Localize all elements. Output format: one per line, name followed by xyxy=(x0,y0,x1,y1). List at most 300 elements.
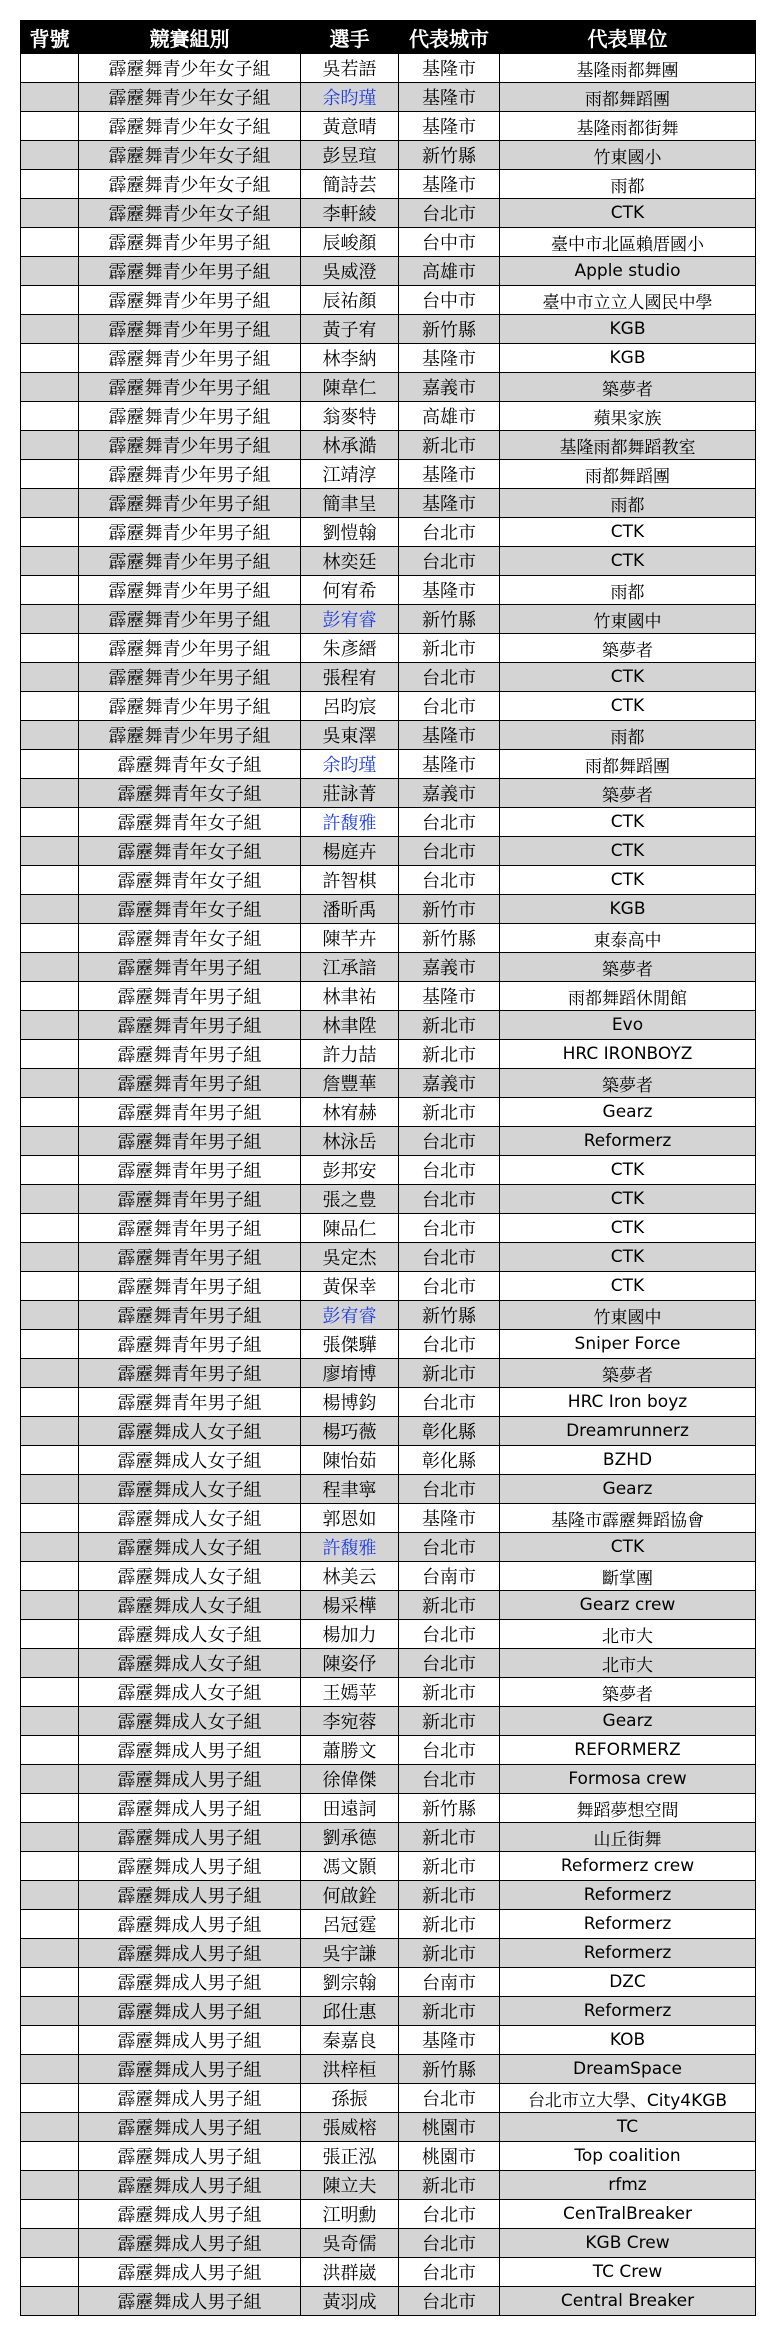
unit-cell: 雨都舞蹈團 xyxy=(500,460,756,489)
number-cell xyxy=(21,199,79,228)
city-cell: 台南市 xyxy=(399,1562,500,1591)
player-cell: 林泳岳 xyxy=(301,1127,399,1156)
unit-cell: HRC Iron boyz xyxy=(500,1388,756,1417)
table-row xyxy=(21,895,756,924)
city-cell: 基隆市 xyxy=(399,170,500,199)
table-row xyxy=(21,1301,756,1330)
table-row xyxy=(21,1127,756,1156)
group-cell: 霹靂舞青少年男子組 xyxy=(79,228,301,257)
player-cell: 黃意晴 xyxy=(301,112,399,141)
player-cell: 許力喆 xyxy=(301,1040,399,1069)
number-cell xyxy=(21,431,79,460)
city-cell: 新竹縣 xyxy=(399,924,500,953)
group-cell: 霹靂舞青年男子組 xyxy=(79,1272,301,1301)
unit-cell: Reformerz crew xyxy=(500,1852,756,1881)
group-cell: 霹靂舞成人女子組 xyxy=(79,1591,301,1620)
city-cell: 台北市 xyxy=(399,1736,500,1765)
group-cell: 霹靂舞青少年男子組 xyxy=(79,634,301,663)
unit-cell: 基隆雨都街舞 xyxy=(500,112,756,141)
number-cell xyxy=(21,2084,79,2113)
unit-cell: CTK xyxy=(500,808,756,837)
city-cell: 新北市 xyxy=(399,1823,500,1852)
number-cell xyxy=(21,1243,79,1272)
unit-cell: 竹東國小 xyxy=(500,141,756,170)
city-cell: 台北市 xyxy=(399,1243,500,1272)
group-cell: 霹靂舞青少年男子組 xyxy=(79,518,301,547)
number-cell xyxy=(21,982,79,1011)
group-cell: 霹靂舞青年男子組 xyxy=(79,1214,301,1243)
player-cell: 朱彥縉 xyxy=(301,634,399,663)
number-cell xyxy=(21,953,79,982)
number-cell xyxy=(21,1852,79,1881)
unit-cell: CTK xyxy=(500,518,756,547)
city-cell: 台北市 xyxy=(399,199,500,228)
group-cell: 霹靂舞青年男子組 xyxy=(79,1127,301,1156)
number-cell xyxy=(21,924,79,953)
table-row xyxy=(21,83,756,112)
number-cell xyxy=(21,1011,79,1040)
number-cell xyxy=(21,2171,79,2200)
number-cell xyxy=(21,2229,79,2258)
group-cell: 霹靂舞青少年男子組 xyxy=(79,431,301,460)
player-cell: 林聿陞 xyxy=(301,1011,399,1040)
table-row xyxy=(21,576,756,605)
unit-cell: 竹東國中 xyxy=(500,1301,756,1330)
unit-cell: REFORMERZ xyxy=(500,1736,756,1765)
group-cell: 霹靂舞成人男子組 xyxy=(79,2084,301,2113)
group-cell: 霹靂舞青年男子組 xyxy=(79,1185,301,1214)
group-cell: 霹靂舞成人女子組 xyxy=(79,1678,301,1707)
player-cell: 彭邦安 xyxy=(301,1156,399,1185)
group-cell: 霹靂舞成人女子組 xyxy=(79,1504,301,1533)
unit-cell: Top coalition xyxy=(500,2142,756,2171)
group-cell: 霹靂舞成人女子組 xyxy=(79,1533,301,1562)
group-cell: 霹靂舞青少年男子組 xyxy=(79,286,301,315)
table-row xyxy=(21,1098,756,1127)
table-row xyxy=(21,750,756,779)
player-cell: 余昀瑾 xyxy=(301,750,399,779)
table-row xyxy=(21,1939,756,1968)
player-cell: 辰祐顏 xyxy=(301,286,399,315)
number-cell xyxy=(21,1446,79,1475)
number-cell xyxy=(21,112,79,141)
player-cell: 林聿祐 xyxy=(301,982,399,1011)
unit-cell: Reformerz xyxy=(500,1939,756,1968)
player-cell: 吳威澄 xyxy=(301,257,399,286)
unit-cell: 基隆市霹靂舞蹈協會 xyxy=(500,1504,756,1533)
group-cell: 霹靂舞成人男子組 xyxy=(79,1765,301,1794)
group-cell: 霹靂舞成人男子組 xyxy=(79,2142,301,2171)
number-cell xyxy=(21,1156,79,1185)
table-row xyxy=(21,1591,756,1620)
group-cell: 霹靂舞青少年男子組 xyxy=(79,692,301,721)
group-cell: 霹靂舞青少年男子組 xyxy=(79,576,301,605)
header-row xyxy=(21,21,756,54)
number-cell xyxy=(21,1330,79,1359)
group-cell: 霹靂舞成人男子組 xyxy=(79,2171,301,2200)
city-cell: 台北市 xyxy=(399,1620,500,1649)
number-cell xyxy=(21,2258,79,2287)
player-cell: 陳怡茹 xyxy=(301,1446,399,1475)
city-cell: 新竹縣 xyxy=(399,605,500,634)
player-cell: 劉承德 xyxy=(301,1823,399,1852)
unit-cell: 斷掌團 xyxy=(500,1562,756,1591)
unit-cell: Gearz xyxy=(500,1098,756,1127)
city-cell: 台北市 xyxy=(399,2258,500,2287)
group-cell: 霹靂舞成人女子組 xyxy=(79,1562,301,1591)
player-cell: 詹豐華 xyxy=(301,1069,399,1098)
table-row xyxy=(21,2258,756,2287)
player-cell: 吳若語 xyxy=(301,54,399,83)
group-cell: 霹靂舞成人男子組 xyxy=(79,1881,301,1910)
player-cell: 余昀瑾 xyxy=(301,83,399,112)
table-row xyxy=(21,2084,756,2113)
group-cell: 霹靂舞青年男子組 xyxy=(79,1098,301,1127)
table-row xyxy=(21,2229,756,2258)
table-row xyxy=(21,2142,756,2171)
city-cell: 台北市 xyxy=(399,518,500,547)
group-cell: 霹靂舞青少年男子組 xyxy=(79,402,301,431)
table-row xyxy=(21,228,756,257)
city-cell: 台北市 xyxy=(399,2200,500,2229)
group-cell: 霹靂舞青年女子組 xyxy=(79,837,301,866)
number-cell xyxy=(21,1533,79,1562)
player-cell: 簡詩芸 xyxy=(301,170,399,199)
group-cell: 霹靂舞成人男子組 xyxy=(79,2200,301,2229)
unit-cell: CTK xyxy=(500,692,756,721)
group-cell: 霹靂舞青年男子組 xyxy=(79,1156,301,1185)
number-cell xyxy=(21,344,79,373)
player-cell: 洪群崴 xyxy=(301,2258,399,2287)
number-cell xyxy=(21,1997,79,2026)
table-row xyxy=(21,1069,756,1098)
table-row xyxy=(21,1649,756,1678)
group-cell: 霹靂舞成人女子組 xyxy=(79,1417,301,1446)
player-cell: 洪梓桓 xyxy=(301,2055,399,2084)
unit-cell: CTK xyxy=(500,1243,756,1272)
number-cell xyxy=(21,692,79,721)
unit-cell: 蘋果家族 xyxy=(500,402,756,431)
table-row xyxy=(21,1040,756,1069)
unit-cell: TC Crew xyxy=(500,2258,756,2287)
group-cell: 霹靂舞青少年女子組 xyxy=(79,141,301,170)
table-row xyxy=(21,1272,756,1301)
city-cell: 基隆市 xyxy=(399,982,500,1011)
unit-cell: Central Breaker xyxy=(500,2287,756,2316)
unit-cell: 舞蹈夢想空間 xyxy=(500,1794,756,1823)
table-row xyxy=(21,1620,756,1649)
table-row xyxy=(21,1968,756,1997)
number-cell xyxy=(21,228,79,257)
number-cell xyxy=(21,1214,79,1243)
player-cell: 林李納 xyxy=(301,344,399,373)
group-cell: 霹靂舞成人女子組 xyxy=(79,1649,301,1678)
city-cell: 新竹縣 xyxy=(399,1794,500,1823)
group-cell: 霹靂舞青年女子組 xyxy=(79,779,301,808)
unit-cell: CTK xyxy=(500,837,756,866)
group-cell: 霹靂舞青年男子組 xyxy=(79,982,301,1011)
group-cell: 霹靂舞青少年男子組 xyxy=(79,257,301,286)
table-row xyxy=(21,2287,756,2316)
player-cell: 張傑驊 xyxy=(301,1330,399,1359)
player-cell: 張程宥 xyxy=(301,663,399,692)
player-cell: 吳東澤 xyxy=(301,721,399,750)
number-cell xyxy=(21,1504,79,1533)
unit-cell: CTK xyxy=(500,1272,756,1301)
number-cell xyxy=(21,895,79,924)
player-cell: 陳韋仁 xyxy=(301,373,399,402)
group-cell: 霹靂舞青年女子組 xyxy=(79,895,301,924)
unit-cell: 雨都舞蹈團 xyxy=(500,83,756,112)
unit-cell: Apple studio xyxy=(500,257,756,286)
table-row xyxy=(21,489,756,518)
city-cell: 台北市 xyxy=(399,808,500,837)
city-cell: 新北市 xyxy=(399,634,500,663)
table-row xyxy=(21,1388,756,1417)
city-cell: 新竹縣 xyxy=(399,315,500,344)
player-cell: 何啟銓 xyxy=(301,1881,399,1910)
unit-cell: Reformerz xyxy=(500,1910,756,1939)
group-cell: 霹靂舞成人男子組 xyxy=(79,2113,301,2142)
city-cell: 台北市 xyxy=(399,1765,500,1794)
table-row xyxy=(21,1330,756,1359)
group-cell: 霹靂舞青年男子組 xyxy=(79,1069,301,1098)
group-cell: 霹靂舞成人男子組 xyxy=(79,1823,301,1852)
city-cell: 台北市 xyxy=(399,663,500,692)
unit-cell: 雨都 xyxy=(500,170,756,199)
table-row xyxy=(21,1185,756,1214)
city-cell: 基隆市 xyxy=(399,2026,500,2055)
player-cell: 林宥赫 xyxy=(301,1098,399,1127)
number-cell xyxy=(21,1040,79,1069)
player-cell: 楊博鈞 xyxy=(301,1388,399,1417)
table-row xyxy=(21,1533,756,1562)
group-cell: 霹靂舞青少年男子組 xyxy=(79,489,301,518)
city-cell: 台中市 xyxy=(399,228,500,257)
group-cell: 霹靂舞青少年男子組 xyxy=(79,547,301,576)
number-cell xyxy=(21,808,79,837)
city-cell: 高雄市 xyxy=(399,402,500,431)
table-row xyxy=(21,199,756,228)
player-cell: 陳品仁 xyxy=(301,1214,399,1243)
table-row xyxy=(21,2055,756,2084)
number-cell xyxy=(21,518,79,547)
city-cell: 台北市 xyxy=(399,692,500,721)
unit-cell: DZC xyxy=(500,1968,756,1997)
group-cell: 霹靂舞青年女子組 xyxy=(79,924,301,953)
player-cell: 江明勳 xyxy=(301,2200,399,2229)
city-cell: 基隆市 xyxy=(399,750,500,779)
city-cell: 新竹市 xyxy=(399,895,500,924)
city-cell: 嘉義市 xyxy=(399,953,500,982)
group-cell: 霹靂舞青年男子組 xyxy=(79,1330,301,1359)
number-cell xyxy=(21,2113,79,2142)
group-cell: 霹靂舞青少年女子組 xyxy=(79,54,301,83)
table-row xyxy=(21,953,756,982)
city-cell: 新北市 xyxy=(399,431,500,460)
number-cell xyxy=(21,2200,79,2229)
player-cell: 黃羽成 xyxy=(301,2287,399,2316)
group-cell: 霹靂舞青少年男子組 xyxy=(79,721,301,750)
table-row xyxy=(21,1214,756,1243)
group-cell: 霹靂舞成人男子組 xyxy=(79,1794,301,1823)
unit-cell: 築夢者 xyxy=(500,373,756,402)
group-cell: 霹靂舞青年男子組 xyxy=(79,1301,301,1330)
player-cell: 楊庭卉 xyxy=(301,837,399,866)
number-cell xyxy=(21,1678,79,1707)
header-number: 背號 xyxy=(21,21,79,54)
city-cell: 新北市 xyxy=(399,1591,500,1620)
table-row xyxy=(21,547,756,576)
table-row xyxy=(21,1997,756,2026)
unit-cell: Dreamrunnerz xyxy=(500,1417,756,1446)
city-cell: 台北市 xyxy=(399,1475,500,1504)
unit-cell: CTK xyxy=(500,1185,756,1214)
city-cell: 新竹縣 xyxy=(399,141,500,170)
number-cell xyxy=(21,1127,79,1156)
number-cell xyxy=(21,373,79,402)
city-cell: 台北市 xyxy=(399,1533,500,1562)
group-cell: 霹靂舞青年男子組 xyxy=(79,1040,301,1069)
player-cell: 莊詠菁 xyxy=(301,779,399,808)
number-cell xyxy=(21,460,79,489)
city-cell: 基隆市 xyxy=(399,721,500,750)
city-cell: 嘉義市 xyxy=(399,779,500,808)
city-cell: 基隆市 xyxy=(399,54,500,83)
unit-cell: CTK xyxy=(500,547,756,576)
number-cell xyxy=(21,721,79,750)
player-cell: 李軒綾 xyxy=(301,199,399,228)
unit-cell: Gearz xyxy=(500,1475,756,1504)
table-row xyxy=(21,112,756,141)
player-cell: 田遠詞 xyxy=(301,1794,399,1823)
unit-cell: 築夢者 xyxy=(500,779,756,808)
number-cell xyxy=(21,1301,79,1330)
number-cell xyxy=(21,1649,79,1678)
unit-cell: TC xyxy=(500,2113,756,2142)
number-cell xyxy=(21,2142,79,2171)
city-cell: 台南市 xyxy=(399,1968,500,1997)
table-row xyxy=(21,141,756,170)
player-cell: 呂昀宸 xyxy=(301,692,399,721)
group-cell: 霹靂舞青年女子組 xyxy=(79,750,301,779)
unit-cell: CTK xyxy=(500,1156,756,1185)
city-cell: 新北市 xyxy=(399,1678,500,1707)
unit-cell: 臺中市北區賴厝國小 xyxy=(500,228,756,257)
table-row xyxy=(21,808,756,837)
unit-cell: CTK xyxy=(500,1533,756,1562)
table-row xyxy=(21,1359,756,1388)
unit-cell: CTK xyxy=(500,866,756,895)
number-cell xyxy=(21,1475,79,1504)
roster-table xyxy=(20,20,756,2316)
number-cell xyxy=(21,1939,79,1968)
unit-cell: KGB Crew xyxy=(500,2229,756,2258)
header-city: 代表城市 xyxy=(399,21,500,54)
city-cell: 嘉義市 xyxy=(399,373,500,402)
header-player: 選手 xyxy=(301,21,399,54)
number-cell xyxy=(21,1968,79,1997)
player-cell: 林承澔 xyxy=(301,431,399,460)
table-row xyxy=(21,170,756,199)
group-cell: 霹靂舞青少年女子組 xyxy=(79,83,301,112)
unit-cell: rfmz xyxy=(500,2171,756,2200)
number-cell xyxy=(21,141,79,170)
player-cell: 黃子宥 xyxy=(301,315,399,344)
player-cell: 劉愷翰 xyxy=(301,518,399,547)
number-cell xyxy=(21,170,79,199)
header-unit: 代表單位 xyxy=(500,21,756,54)
table-row xyxy=(21,2026,756,2055)
city-cell: 台北市 xyxy=(399,837,500,866)
unit-cell: KGB xyxy=(500,895,756,924)
group-cell: 霹靂舞青少年女子組 xyxy=(79,199,301,228)
number-cell xyxy=(21,54,79,83)
table-row xyxy=(21,1707,756,1736)
player-cell: 彭昱瑄 xyxy=(301,141,399,170)
group-cell: 霹靂舞成人男子組 xyxy=(79,1910,301,1939)
number-cell xyxy=(21,866,79,895)
unit-cell: 築夢者 xyxy=(500,1069,756,1098)
city-cell: 新北市 xyxy=(399,1997,500,2026)
number-cell xyxy=(21,315,79,344)
number-cell xyxy=(21,402,79,431)
table-row xyxy=(21,54,756,83)
city-cell: 新北市 xyxy=(399,1040,500,1069)
table-row xyxy=(21,373,756,402)
player-cell: 呂冠霆 xyxy=(301,1910,399,1939)
table-row xyxy=(21,1852,756,1881)
city-cell: 台北市 xyxy=(399,2287,500,2316)
player-cell: 楊采樺 xyxy=(301,1591,399,1620)
table-row xyxy=(21,837,756,866)
table-row xyxy=(21,866,756,895)
table-row xyxy=(21,1446,756,1475)
player-cell: 張威榕 xyxy=(301,2113,399,2142)
unit-cell: KGB xyxy=(500,344,756,373)
city-cell: 新北市 xyxy=(399,1939,500,1968)
table-row xyxy=(21,1562,756,1591)
number-cell xyxy=(21,1359,79,1388)
number-cell xyxy=(21,750,79,779)
group-cell: 霹靂舞成人男子組 xyxy=(79,1736,301,1765)
roster-table-container xyxy=(20,20,755,2316)
city-cell: 新北市 xyxy=(399,1707,500,1736)
table-row xyxy=(21,692,756,721)
unit-cell: 台北市立大學、City4KGB xyxy=(500,2084,756,2113)
unit-cell: HRC IRONBOYZ xyxy=(500,1040,756,1069)
group-cell: 霹靂舞青少年男子組 xyxy=(79,315,301,344)
city-cell: 台北市 xyxy=(399,866,500,895)
number-cell xyxy=(21,1591,79,1620)
player-cell: 蕭勝文 xyxy=(301,1736,399,1765)
table-row xyxy=(21,460,756,489)
unit-cell: 雨都舞蹈團 xyxy=(500,750,756,779)
player-cell: 郭恩如 xyxy=(301,1504,399,1533)
unit-cell: Evo xyxy=(500,1011,756,1040)
unit-cell: KOB xyxy=(500,2026,756,2055)
city-cell: 台北市 xyxy=(399,1388,500,1417)
table-header xyxy=(21,21,756,54)
unit-cell: Sniper Force xyxy=(500,1330,756,1359)
group-cell: 霹靂舞青年男子組 xyxy=(79,1359,301,1388)
table-row xyxy=(21,402,756,431)
table-row xyxy=(21,982,756,1011)
unit-cell: 東泰高中 xyxy=(500,924,756,953)
group-cell: 霹靂舞成人男子組 xyxy=(79,2055,301,2084)
number-cell xyxy=(21,2055,79,2084)
player-cell: 江承諳 xyxy=(301,953,399,982)
